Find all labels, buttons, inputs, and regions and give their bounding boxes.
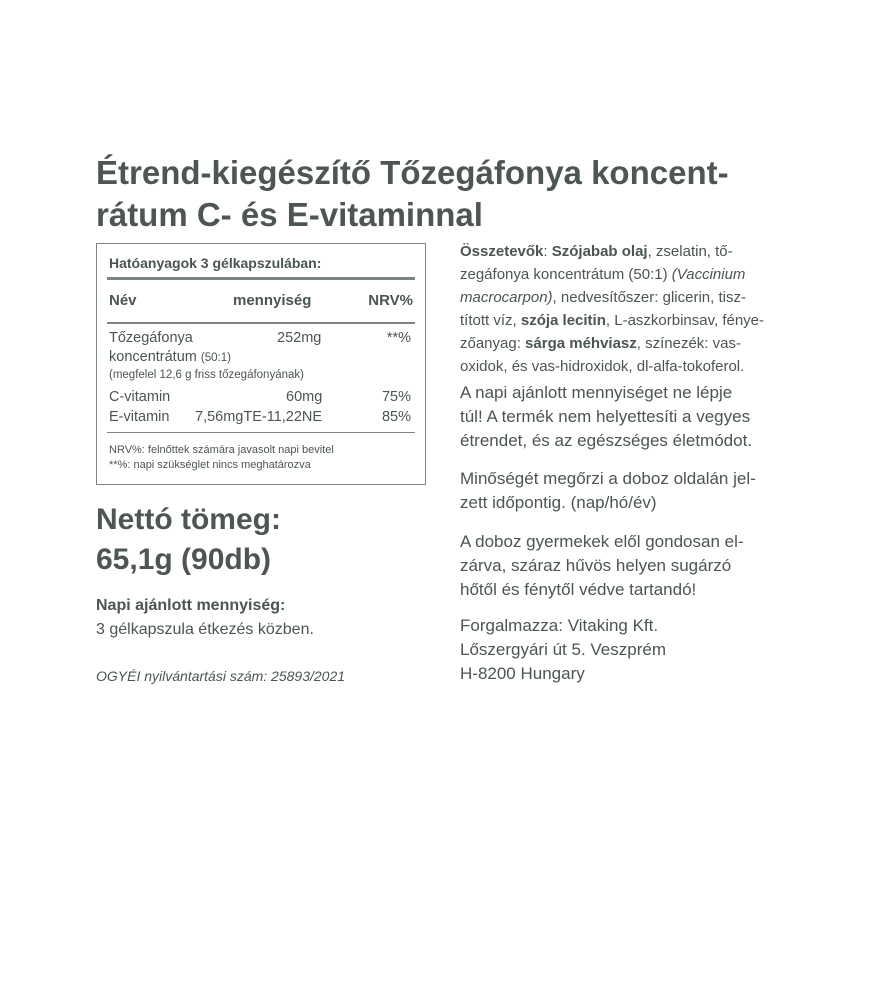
footnote-nrv: NRV%: felnőttek számára javasolt napi bevitel bbox=[109, 444, 334, 456]
distributor-name: Forgalmazza: Vitaking Kft. bbox=[460, 616, 659, 635]
dosage-warning: A napi ajánlott mennyiséget ne lépje túl! A termék nem helyettesíti a vegyes étrendet, és az egészséges életmódot. bbox=[460, 383, 753, 450]
net-weight-label: Nettó tömeg: bbox=[96, 503, 281, 536]
row-2-name: C-vitamin bbox=[109, 389, 171, 405]
table-divider bbox=[107, 432, 415, 433]
row-1-amount: 252mg bbox=[277, 330, 322, 346]
row-1-name: Tőzegáfonya bbox=[109, 330, 193, 346]
ingredients-block bbox=[460, 240, 792, 378]
row-1-name-cont bbox=[109, 349, 231, 365]
daily-dose-text: 3 gélkapszula étkezés közben. bbox=[96, 621, 314, 638]
row-1-ratio: (50:1) bbox=[200, 352, 231, 364]
column-header-nrv: NRV% bbox=[368, 292, 413, 309]
ingredients-line: zegáfonya koncentrátum (50:1) (Vaccinium bbox=[460, 266, 746, 283]
product-title bbox=[96, 152, 816, 236]
table-divider bbox=[107, 322, 415, 324]
distributor-block bbox=[460, 614, 792, 686]
net-weight-value: 65,1g (90db) bbox=[96, 543, 272, 576]
row-2-nrv: 75% bbox=[381, 389, 411, 405]
row-2-amount: 60mg bbox=[286, 389, 323, 405]
ingredients-label: Összetevők bbox=[460, 243, 544, 260]
table-divider bbox=[107, 277, 415, 280]
distributor-address: Lőszergyári út 5. Veszprém bbox=[460, 640, 666, 659]
ingredients-line: oxidok, és vas-hidroxidok, dl-alfa-tokoferol. bbox=[460, 358, 745, 375]
row-1-equivalent: (megfelel 12,6 g friss tőzegáfonyának) bbox=[109, 369, 304, 381]
title-line-2: rátum C- és E-vitaminnal bbox=[96, 196, 483, 233]
row-1-name-2: koncentrátum bbox=[109, 349, 197, 365]
ingredients-line: macrocarpon), nedvesítőszer: glicerin, tisz- bbox=[460, 289, 746, 306]
storage-text: A doboz gyermekek elől gondosan el- zárva, száraz hűvös helyen sugárzó hőtől és fénytől védve tartandó! bbox=[460, 532, 744, 599]
table-heading: Hatóanyagok 3 gélkapszulában: bbox=[109, 255, 322, 271]
column-header-name: Név bbox=[109, 292, 137, 309]
footnote-undefined: **%: napi szükséglet nincs meghatározva bbox=[109, 459, 311, 471]
row-1-nrv: **% bbox=[386, 330, 411, 346]
row-3-name: E-vitamin bbox=[109, 409, 170, 425]
row-3-nrv: 85% bbox=[381, 409, 411, 425]
row-3-amount: 7,56mgTE-11,22NE bbox=[195, 409, 323, 425]
daily-dose-label: Napi ajánlott mennyiség: bbox=[96, 597, 286, 614]
active-ingredients-table bbox=[96, 243, 426, 485]
title-line-1: Étrend-kiegészítő Tőzegáfonya koncent- bbox=[96, 154, 729, 191]
distributor-country: H-8200 Hungary bbox=[460, 664, 585, 683]
ingredients-line: Összetevők: Szójabab olaj, zselatin, tő- bbox=[460, 243, 733, 260]
column-header-amount: mennyiség bbox=[233, 292, 312, 309]
ingredients-line: zőanyag: sárga méhviasz, színezék: vas- bbox=[460, 335, 741, 352]
registration-number: OGYÉI nyilvántartási szám: 25893/2021 bbox=[96, 668, 346, 684]
ingredients-line: tított víz, szója lecitin, L-aszkorbinsav, fénye- bbox=[460, 312, 765, 329]
net-weight bbox=[96, 500, 281, 580]
best-before-text: Minőségét megőrzi a doboz oldalán jel- zett időpontig. (nap/hó/év) bbox=[460, 469, 756, 512]
